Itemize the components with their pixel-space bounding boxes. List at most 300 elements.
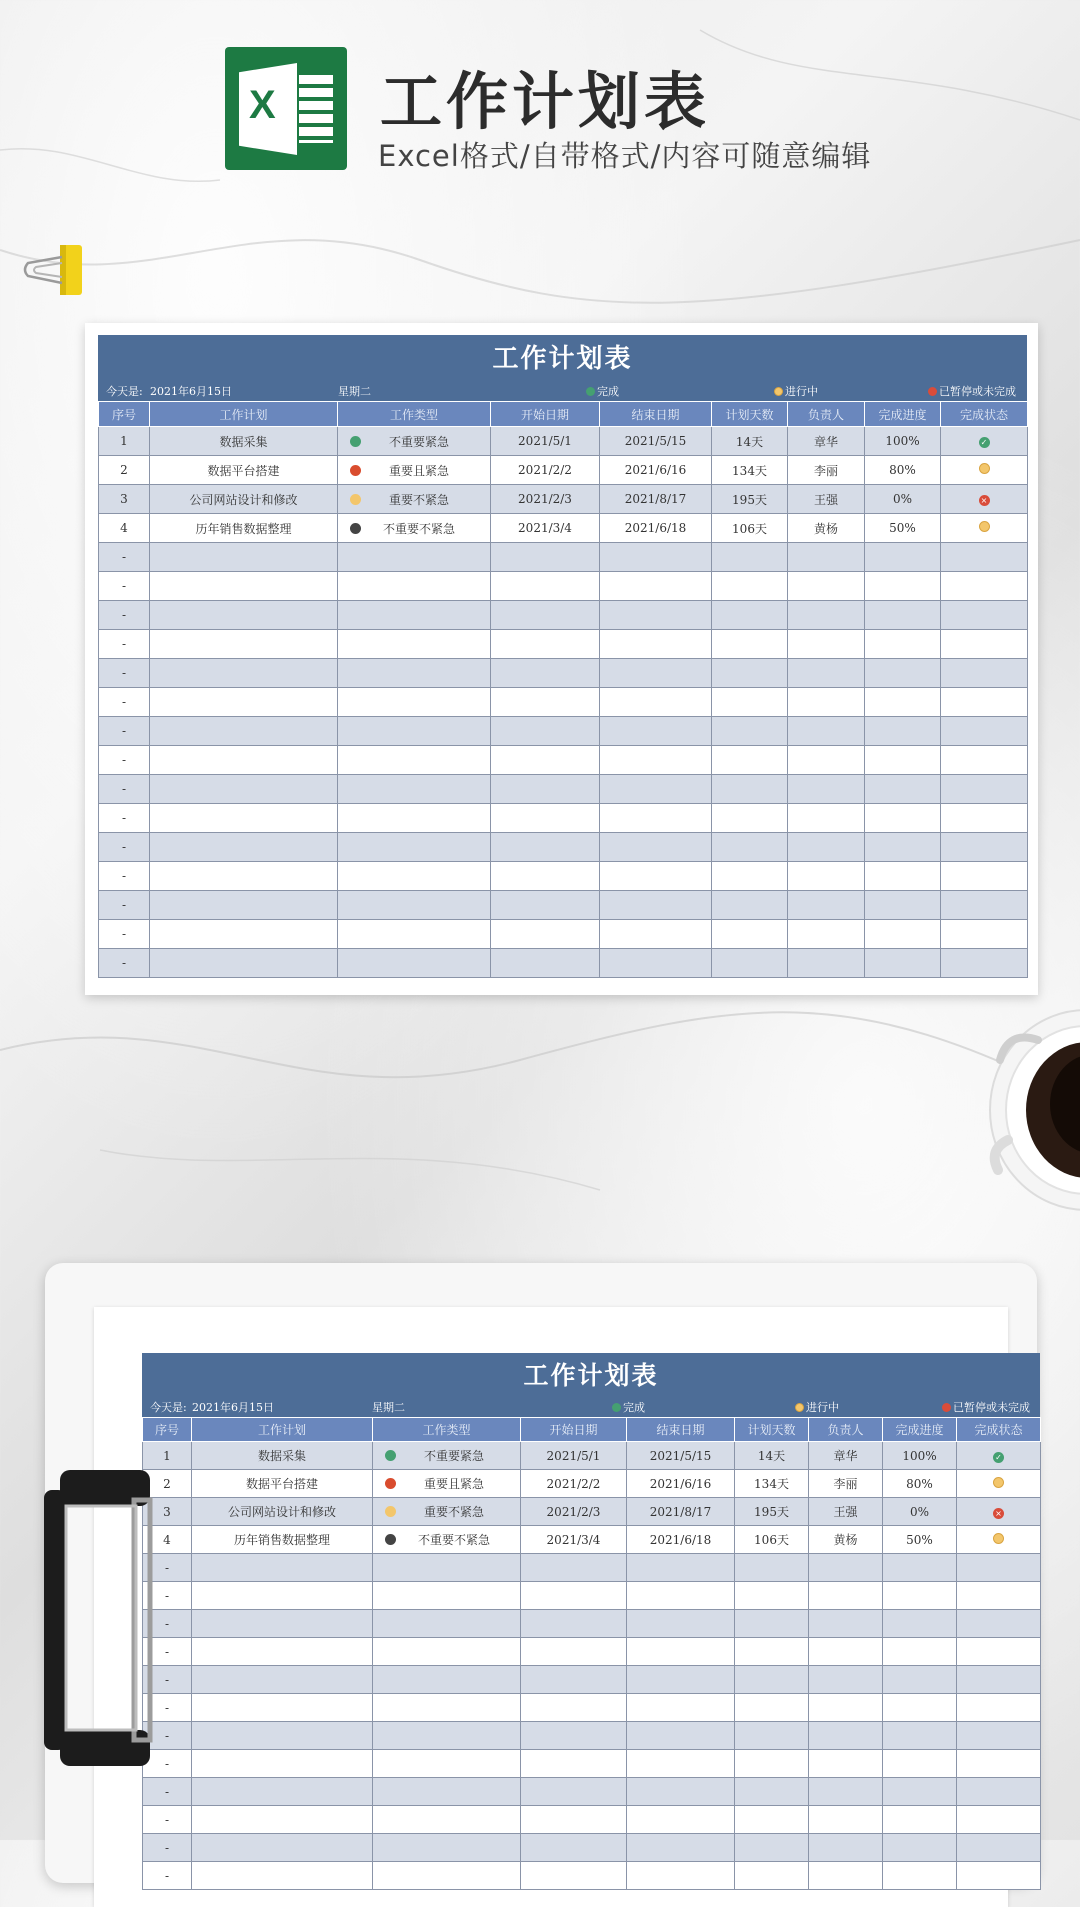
- cell-status[interactable]: [941, 485, 1028, 514]
- cell-empty[interactable]: [788, 949, 865, 978]
- cell-empty[interactable]: [865, 746, 941, 775]
- cell-type[interactable]: 不重要紧急: [373, 1442, 521, 1470]
- cell-empty[interactable]: [957, 1582, 1041, 1610]
- cell-empty[interactable]: [735, 1610, 809, 1638]
- cell-empty[interactable]: [883, 1638, 957, 1666]
- cell-type[interactable]: 不重要不紧急: [373, 1526, 521, 1554]
- cell-days[interactable]: 14天: [712, 427, 788, 456]
- cell-empty[interactable]: [788, 804, 865, 833]
- cell-empty[interactable]: [600, 746, 712, 775]
- cell-plan[interactable]: 公司网站设计和修改: [192, 1498, 373, 1526]
- cell-empty[interactable]: [600, 775, 712, 804]
- cell-empty[interactable]: [150, 746, 338, 775]
- cell-empty[interactable]: [883, 1862, 957, 1890]
- cell-empty[interactable]: [883, 1750, 957, 1778]
- cell-empty[interactable]: [865, 891, 941, 920]
- cell-empty[interactable]: [373, 1862, 521, 1890]
- cell-empty[interactable]: [338, 949, 491, 978]
- cell-empty[interactable]: [491, 949, 600, 978]
- cell-progress[interactable]: 50%: [865, 514, 941, 543]
- cell-empty[interactable]: [338, 630, 491, 659]
- cell-empty[interactable]: [788, 862, 865, 891]
- cell-no[interactable]: 4: [99, 514, 150, 543]
- cell-empty[interactable]: [373, 1666, 521, 1694]
- cell-empty[interactable]: [600, 804, 712, 833]
- cell-empty[interactable]: [150, 920, 338, 949]
- cell-empty[interactable]: [373, 1694, 521, 1722]
- cell-empty[interactable]: [491, 891, 600, 920]
- cell-empty[interactable]: [150, 659, 338, 688]
- cell-no[interactable]: -: [99, 804, 150, 833]
- cell-empty[interactable]: [809, 1638, 883, 1666]
- cell-empty[interactable]: [735, 1722, 809, 1750]
- cell-empty[interactable]: [735, 1554, 809, 1582]
- cell-empty[interactable]: [338, 804, 491, 833]
- cell-empty[interactable]: [192, 1750, 373, 1778]
- cell-empty[interactable]: [600, 891, 712, 920]
- cell-days[interactable]: 106天: [735, 1526, 809, 1554]
- cell-start[interactable]: 2021/3/4: [521, 1526, 627, 1554]
- cell-empty[interactable]: [491, 804, 600, 833]
- cell-empty[interactable]: [521, 1666, 627, 1694]
- cell-empty[interactable]: [338, 920, 491, 949]
- cell-start[interactable]: 2021/2/2: [491, 456, 600, 485]
- cell-empty[interactable]: [883, 1554, 957, 1582]
- cell-empty[interactable]: [712, 862, 788, 891]
- cell-end[interactable]: 2021/8/17: [627, 1498, 735, 1526]
- cell-empty[interactable]: [491, 775, 600, 804]
- cell-empty[interactable]: [491, 833, 600, 862]
- cell-status[interactable]: [941, 456, 1028, 485]
- cell-empty[interactable]: [521, 1554, 627, 1582]
- cell-progress[interactable]: 0%: [865, 485, 941, 514]
- cell-owner[interactable]: 李丽: [809, 1470, 883, 1498]
- cell-no[interactable]: -: [99, 630, 150, 659]
- cell-empty[interactable]: [373, 1722, 521, 1750]
- cell-no[interactable]: -: [143, 1834, 192, 1862]
- cell-empty[interactable]: [600, 862, 712, 891]
- cell-type[interactable]: 重要不紧急: [338, 485, 491, 514]
- cell-no[interactable]: -: [99, 920, 150, 949]
- cell-empty[interactable]: [627, 1834, 735, 1862]
- cell-empty[interactable]: [373, 1582, 521, 1610]
- cell-type[interactable]: 重要不紧急: [373, 1498, 521, 1526]
- cell-empty[interactable]: [957, 1806, 1041, 1834]
- cell-empty[interactable]: [865, 775, 941, 804]
- cell-empty[interactable]: [865, 804, 941, 833]
- cell-empty[interactable]: [712, 630, 788, 659]
- cell-owner[interactable]: 王强: [788, 485, 865, 514]
- cell-empty[interactable]: [192, 1834, 373, 1862]
- cell-empty[interactable]: [957, 1862, 1041, 1890]
- cell-no[interactable]: -: [143, 1638, 192, 1666]
- cell-empty[interactable]: [735, 1694, 809, 1722]
- cell-empty[interactable]: [150, 891, 338, 920]
- cell-empty[interactable]: [788, 717, 865, 746]
- cell-status[interactable]: [957, 1442, 1041, 1470]
- cell-empty[interactable]: [192, 1582, 373, 1610]
- cell-empty[interactable]: [712, 920, 788, 949]
- cell-days[interactable]: 106天: [712, 514, 788, 543]
- cell-empty[interactable]: [957, 1554, 1041, 1582]
- cell-empty[interactable]: [941, 659, 1028, 688]
- cell-start[interactable]: 2021/2/2: [521, 1470, 627, 1498]
- cell-empty[interactable]: [521, 1582, 627, 1610]
- cell-empty[interactable]: [150, 572, 338, 601]
- cell-empty[interactable]: [150, 833, 338, 862]
- cell-no[interactable]: -: [99, 601, 150, 630]
- cell-empty[interactable]: [941, 746, 1028, 775]
- cell-empty[interactable]: [809, 1610, 883, 1638]
- cell-empty[interactable]: [809, 1722, 883, 1750]
- cell-empty[interactable]: [957, 1834, 1041, 1862]
- cell-empty[interactable]: [941, 891, 1028, 920]
- cell-empty[interactable]: [712, 804, 788, 833]
- cell-empty[interactable]: [941, 543, 1028, 572]
- cell-empty[interactable]: [600, 543, 712, 572]
- cell-empty[interactable]: [192, 1806, 373, 1834]
- cell-empty[interactable]: [957, 1722, 1041, 1750]
- cell-no[interactable]: -: [143, 1862, 192, 1890]
- cell-status[interactable]: [957, 1470, 1041, 1498]
- cell-empty[interactable]: [600, 630, 712, 659]
- cell-end[interactable]: 2021/6/18: [600, 514, 712, 543]
- cell-no[interactable]: -: [99, 572, 150, 601]
- cell-empty[interactable]: [957, 1666, 1041, 1694]
- cell-empty[interactable]: [883, 1610, 957, 1638]
- cell-empty[interactable]: [883, 1722, 957, 1750]
- cell-no[interactable]: -: [143, 1778, 192, 1806]
- cell-days[interactable]: 134天: [735, 1470, 809, 1498]
- cell-empty[interactable]: [957, 1694, 1041, 1722]
- cell-empty[interactable]: [809, 1834, 883, 1862]
- cell-no[interactable]: -: [143, 1554, 192, 1582]
- cell-empty[interactable]: [521, 1862, 627, 1890]
- cell-no[interactable]: -: [99, 717, 150, 746]
- cell-empty[interactable]: [788, 775, 865, 804]
- cell-empty[interactable]: [373, 1554, 521, 1582]
- cell-empty[interactable]: [735, 1750, 809, 1778]
- cell-empty[interactable]: [627, 1638, 735, 1666]
- cell-no[interactable]: -: [99, 688, 150, 717]
- cell-empty[interactable]: [809, 1750, 883, 1778]
- cell-empty[interactable]: [712, 572, 788, 601]
- cell-empty[interactable]: [491, 688, 600, 717]
- cell-empty[interactable]: [150, 862, 338, 891]
- cell-empty[interactable]: [957, 1750, 1041, 1778]
- cell-empty[interactable]: [809, 1554, 883, 1582]
- cell-empty[interactable]: [491, 572, 600, 601]
- cell-empty[interactable]: [521, 1638, 627, 1666]
- cell-empty[interactable]: [941, 862, 1028, 891]
- cell-empty[interactable]: [735, 1862, 809, 1890]
- cell-empty[interactable]: [712, 659, 788, 688]
- cell-plan[interactable]: 公司网站设计和修改: [150, 485, 338, 514]
- cell-empty[interactable]: [627, 1666, 735, 1694]
- cell-no[interactable]: -: [99, 775, 150, 804]
- cell-empty[interactable]: [373, 1638, 521, 1666]
- cell-empty[interactable]: [957, 1778, 1041, 1806]
- cell-start[interactable]: 2021/2/3: [521, 1498, 627, 1526]
- cell-empty[interactable]: [865, 630, 941, 659]
- cell-empty[interactable]: [865, 920, 941, 949]
- cell-plan[interactable]: 数据采集: [192, 1442, 373, 1470]
- cell-empty[interactable]: [600, 572, 712, 601]
- cell-empty[interactable]: [338, 688, 491, 717]
- cell-empty[interactable]: [735, 1666, 809, 1694]
- cell-empty[interactable]: [338, 746, 491, 775]
- cell-empty[interactable]: [883, 1778, 957, 1806]
- cell-plan[interactable]: 历年销售数据整理: [150, 514, 338, 543]
- cell-empty[interactable]: [941, 804, 1028, 833]
- cell-empty[interactable]: [192, 1694, 373, 1722]
- cell-empty[interactable]: [957, 1610, 1041, 1638]
- cell-empty[interactable]: [865, 862, 941, 891]
- cell-no[interactable]: -: [99, 862, 150, 891]
- cell-empty[interactable]: [809, 1862, 883, 1890]
- cell-no[interactable]: -: [99, 833, 150, 862]
- cell-no[interactable]: -: [143, 1722, 192, 1750]
- cell-days[interactable]: 195天: [735, 1498, 809, 1526]
- cell-empty[interactable]: [712, 717, 788, 746]
- cell-empty[interactable]: [373, 1778, 521, 1806]
- cell-empty[interactable]: [338, 543, 491, 572]
- cell-empty[interactable]: [788, 601, 865, 630]
- cell-empty[interactable]: [600, 601, 712, 630]
- cell-empty[interactable]: [150, 775, 338, 804]
- cell-empty[interactable]: [373, 1610, 521, 1638]
- cell-empty[interactable]: [491, 862, 600, 891]
- cell-empty[interactable]: [521, 1806, 627, 1834]
- cell-empty[interactable]: [338, 572, 491, 601]
- cell-empty[interactable]: [150, 949, 338, 978]
- cell-plan[interactable]: 数据采集: [150, 427, 338, 456]
- cell-empty[interactable]: [600, 688, 712, 717]
- cell-no[interactable]: -: [143, 1750, 192, 1778]
- cell-empty[interactable]: [150, 804, 338, 833]
- cell-empty[interactable]: [957, 1638, 1041, 1666]
- cell-empty[interactable]: [600, 920, 712, 949]
- cell-empty[interactable]: [865, 688, 941, 717]
- cell-empty[interactable]: [627, 1862, 735, 1890]
- cell-progress[interactable]: 100%: [865, 427, 941, 456]
- cell-empty[interactable]: [192, 1722, 373, 1750]
- cell-empty[interactable]: [627, 1750, 735, 1778]
- cell-no[interactable]: 2: [143, 1470, 192, 1498]
- cell-empty[interactable]: [712, 688, 788, 717]
- cell-plan[interactable]: 数据平台搭建: [192, 1470, 373, 1498]
- cell-no[interactable]: 3: [99, 485, 150, 514]
- cell-empty[interactable]: [192, 1554, 373, 1582]
- cell-empty[interactable]: [338, 833, 491, 862]
- cell-empty[interactable]: [788, 543, 865, 572]
- cell-empty[interactable]: [941, 717, 1028, 746]
- cell-no[interactable]: -: [143, 1666, 192, 1694]
- cell-empty[interactable]: [865, 659, 941, 688]
- cell-empty[interactable]: [865, 717, 941, 746]
- cell-empty[interactable]: [150, 601, 338, 630]
- cell-empty[interactable]: [941, 920, 1028, 949]
- cell-progress[interactable]: 80%: [865, 456, 941, 485]
- cell-empty[interactable]: [941, 949, 1028, 978]
- cell-no[interactable]: -: [99, 949, 150, 978]
- cell-end[interactable]: 2021/6/16: [627, 1470, 735, 1498]
- cell-days[interactable]: 195天: [712, 485, 788, 514]
- cell-empty[interactable]: [941, 572, 1028, 601]
- cell-empty[interactable]: [883, 1806, 957, 1834]
- cell-no[interactable]: 2: [99, 456, 150, 485]
- cell-empty[interactable]: [941, 630, 1028, 659]
- cell-empty[interactable]: [600, 659, 712, 688]
- cell-empty[interactable]: [712, 601, 788, 630]
- cell-empty[interactable]: [627, 1582, 735, 1610]
- cell-empty[interactable]: [712, 891, 788, 920]
- cell-empty[interactable]: [521, 1750, 627, 1778]
- cell-empty[interactable]: [865, 949, 941, 978]
- cell-no[interactable]: 3: [143, 1498, 192, 1526]
- cell-no[interactable]: -: [99, 746, 150, 775]
- cell-no[interactable]: -: [99, 659, 150, 688]
- cell-empty[interactable]: [941, 601, 1028, 630]
- cell-no[interactable]: 4: [143, 1526, 192, 1554]
- cell-empty[interactable]: [865, 572, 941, 601]
- cell-empty[interactable]: [491, 601, 600, 630]
- cell-empty[interactable]: [521, 1610, 627, 1638]
- cell-empty[interactable]: [491, 920, 600, 949]
- cell-empty[interactable]: [150, 630, 338, 659]
- cell-empty[interactable]: [788, 572, 865, 601]
- cell-empty[interactable]: [809, 1778, 883, 1806]
- cell-empty[interactable]: [600, 949, 712, 978]
- cell-empty[interactable]: [338, 601, 491, 630]
- cell-empty[interactable]: [735, 1638, 809, 1666]
- cell-empty[interactable]: [521, 1778, 627, 1806]
- cell-start[interactable]: 2021/3/4: [491, 514, 600, 543]
- cell-empty[interactable]: [865, 833, 941, 862]
- cell-end[interactable]: 2021/6/16: [600, 456, 712, 485]
- cell-empty[interactable]: [712, 775, 788, 804]
- cell-empty[interactable]: [627, 1610, 735, 1638]
- cell-empty[interactable]: [338, 891, 491, 920]
- cell-empty[interactable]: [712, 746, 788, 775]
- cell-empty[interactable]: [788, 891, 865, 920]
- cell-empty[interactable]: [809, 1694, 883, 1722]
- cell-status[interactable]: [941, 427, 1028, 456]
- cell-empty[interactable]: [192, 1638, 373, 1666]
- cell-empty[interactable]: [788, 630, 865, 659]
- cell-empty[interactable]: [600, 717, 712, 746]
- cell-type[interactable]: 不重要不紧急: [338, 514, 491, 543]
- cell-end[interactable]: 2021/8/17: [600, 485, 712, 514]
- cell-empty[interactable]: [192, 1778, 373, 1806]
- cell-status[interactable]: [957, 1498, 1041, 1526]
- cell-no[interactable]: 1: [99, 427, 150, 456]
- cell-start[interactable]: 2021/2/3: [491, 485, 600, 514]
- cell-empty[interactable]: [735, 1806, 809, 1834]
- cell-empty[interactable]: [373, 1750, 521, 1778]
- cell-empty[interactable]: [627, 1694, 735, 1722]
- cell-empty[interactable]: [735, 1834, 809, 1862]
- cell-empty[interactable]: [338, 862, 491, 891]
- cell-empty[interactable]: [338, 775, 491, 804]
- cell-empty[interactable]: [941, 688, 1028, 717]
- cell-empty[interactable]: [809, 1666, 883, 1694]
- cell-empty[interactable]: [491, 659, 600, 688]
- cell-empty[interactable]: [735, 1582, 809, 1610]
- cell-empty[interactable]: [883, 1834, 957, 1862]
- cell-empty[interactable]: [788, 688, 865, 717]
- cell-owner[interactable]: 章华: [788, 427, 865, 456]
- cell-empty[interactable]: [373, 1806, 521, 1834]
- cell-empty[interactable]: [192, 1610, 373, 1638]
- cell-progress[interactable]: 100%: [883, 1442, 957, 1470]
- cell-empty[interactable]: [865, 543, 941, 572]
- cell-empty[interactable]: [373, 1834, 521, 1862]
- cell-empty[interactable]: [150, 717, 338, 746]
- cell-empty[interactable]: [627, 1722, 735, 1750]
- cell-owner[interactable]: 章华: [809, 1442, 883, 1470]
- cell-owner[interactable]: 黄杨: [788, 514, 865, 543]
- cell-empty[interactable]: [712, 949, 788, 978]
- cell-no[interactable]: 1: [143, 1442, 192, 1470]
- cell-start[interactable]: 2021/5/1: [491, 427, 600, 456]
- cell-empty[interactable]: [338, 659, 491, 688]
- cell-type[interactable]: 不重要紧急: [338, 427, 491, 456]
- cell-no[interactable]: -: [99, 543, 150, 572]
- cell-no[interactable]: -: [143, 1694, 192, 1722]
- cell-end[interactable]: 2021/5/15: [627, 1442, 735, 1470]
- cell-empty[interactable]: [941, 775, 1028, 804]
- cell-empty[interactable]: [735, 1778, 809, 1806]
- cell-empty[interactable]: [338, 717, 491, 746]
- cell-status[interactable]: [941, 514, 1028, 543]
- cell-empty[interactable]: [627, 1806, 735, 1834]
- cell-empty[interactable]: [809, 1582, 883, 1610]
- cell-days[interactable]: 134天: [712, 456, 788, 485]
- cell-empty[interactable]: [491, 717, 600, 746]
- cell-plan[interactable]: 历年销售数据整理: [192, 1526, 373, 1554]
- cell-empty[interactable]: [491, 630, 600, 659]
- cell-progress[interactable]: 0%: [883, 1498, 957, 1526]
- cell-empty[interactable]: [521, 1722, 627, 1750]
- cell-status[interactable]: [957, 1526, 1041, 1554]
- cell-days[interactable]: 14天: [735, 1442, 809, 1470]
- cell-empty[interactable]: [192, 1666, 373, 1694]
- cell-empty[interactable]: [600, 833, 712, 862]
- cell-empty[interactable]: [788, 746, 865, 775]
- cell-no[interactable]: -: [143, 1806, 192, 1834]
- cell-end[interactable]: 2021/6/18: [627, 1526, 735, 1554]
- cell-owner[interactable]: 王强: [809, 1498, 883, 1526]
- cell-owner[interactable]: 黄杨: [809, 1526, 883, 1554]
- cell-empty[interactable]: [491, 746, 600, 775]
- cell-type[interactable]: 重要且紧急: [338, 456, 491, 485]
- cell-empty[interactable]: [150, 688, 338, 717]
- cell-type[interactable]: 重要且紧急: [373, 1470, 521, 1498]
- cell-empty[interactable]: [712, 833, 788, 862]
- cell-empty[interactable]: [788, 920, 865, 949]
- cell-start[interactable]: 2021/5/1: [521, 1442, 627, 1470]
- cell-no[interactable]: -: [143, 1610, 192, 1638]
- cell-no[interactable]: -: [99, 891, 150, 920]
- cell-empty[interactable]: [712, 543, 788, 572]
- cell-empty[interactable]: [192, 1862, 373, 1890]
- cell-empty[interactable]: [521, 1694, 627, 1722]
- cell-empty[interactable]: [941, 833, 1028, 862]
- cell-empty[interactable]: [491, 543, 600, 572]
- cell-empty[interactable]: [788, 833, 865, 862]
- cell-empty[interactable]: [521, 1834, 627, 1862]
